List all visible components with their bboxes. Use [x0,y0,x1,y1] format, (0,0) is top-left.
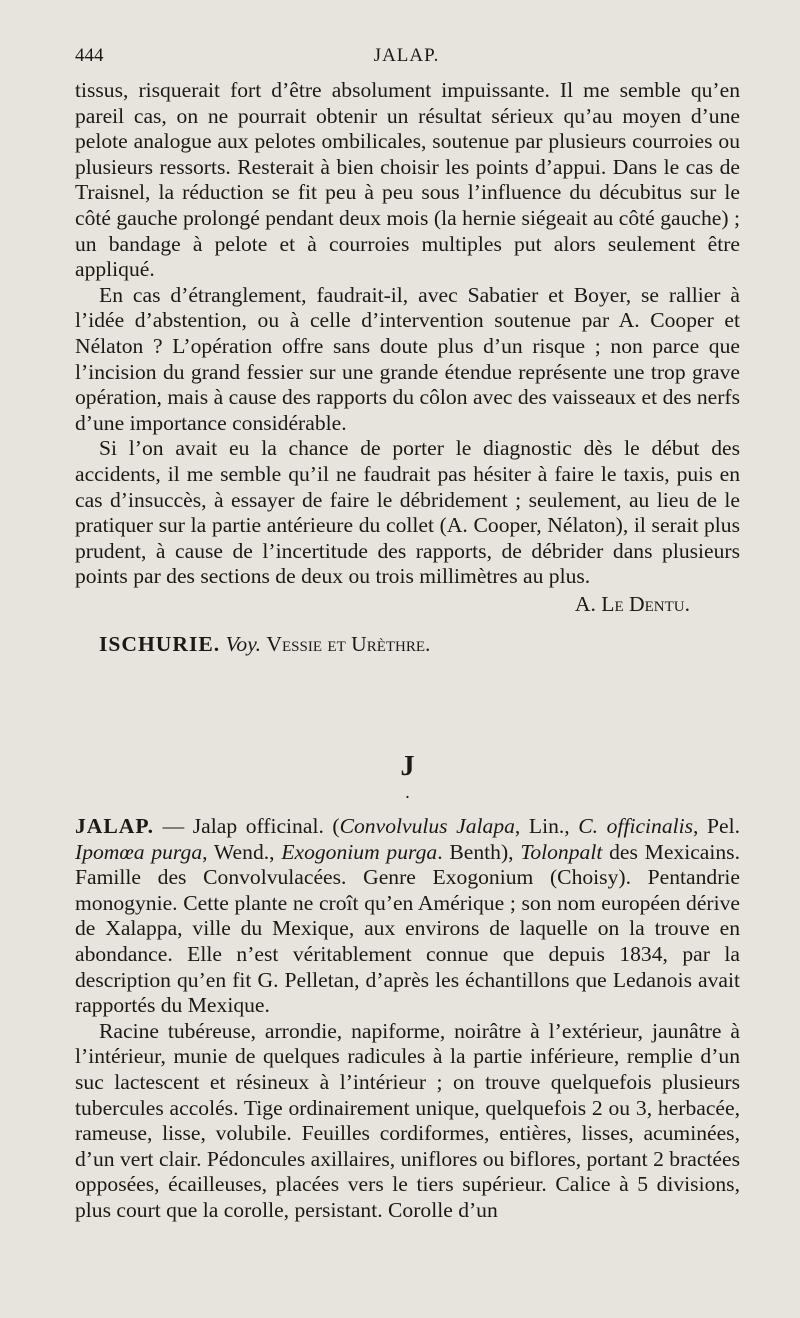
headword-ischurie: ISCHURIE. [99,632,221,657]
taxon-name: Convolvulus Jalapa [339,814,515,839]
section-letter: J [400,751,415,783]
running-title: JALAP. [373,45,440,66]
page-body [75,78,740,1224]
paragraph-etranglement: En cas d’étranglement, faudrait-il, avec Sabatier et Boyer, se rallier à l’idée d’abstention, ou à celle d’intervention soutenue par A. Cooper et Nélaton ? L’opération offre sans doute plus d’un risque ; non parce que l’incision du grand fessier sur une grande étendue représente une trop grave opération, mais à cause des rapports du côlon avec des vaisseaux et des nerfs d’une importance considérable. [75,282,740,435]
page-number: 444 [75,45,104,66]
jalap-text: , Pel. [693,814,740,839]
paragraph-diagnostic: Si l’on avait eu la chance de porter le diagnostic dès le début des accidents, il me semble qu’il ne faudrait pas hésiter à faire le taxis, puis en cas d’insuccès, à essayer de faire le débridement ; seulement, au lieu de le pratiquer sur la partie antérieure du collet (A. Cooper, Nélaton), il serait plus prudent, à cause de l’incertitude des rapports, de débrider dans plusieurs points par des sections de deux ou trois millimètres au plus. [75,436,740,589]
jalap-text: , Lin., [514,814,579,839]
paragraph-racine: Racine tubéreuse, arrondie, napiforme, noirâtre à l’extérieur, jaunâtre à l’intérieur, munie de quelques radicules à la partie inférieure, remplie d’un suc lactescent et résineux à l’intérieur ; on trouve quelquefois plusieurs tubercules accolés. Tige ordinairement unique, quelquefois 2 ou 3, herbacée, rameuse, lisse, volubile. Feuilles cordiformes, entières, lisses, acuminées, d’un vert clair. Pédoncules axillaires, uniflores ou biflores, portant 2 bractées opposées, écailleuses, placées vers le tiers supérieur. Calice à 5 divisions, plus court que la corolle, persistant. Corolle d’un [75,1018,740,1222]
headword-jalap: JALAP. [75,814,154,839]
page-header [75,45,738,75]
entry-jalap [75,814,740,1019]
paragraph-continuation: tissus, risquerait fort d’être absolument impuissante. Il me semble qu’en pareil cas, on ne pourrait obtenir un résultat sérieux qu’au moyen d’une pelote analogue aux pelotes ombilicales, soutenue par plusieurs courroies ou plusieurs ressorts. Resterait à bien choisir les points d’appui. Dans le cas de Traisnel, la réduction se fit peu à peu sous l’influence du décubitus sur le côté gauche prolongé pendant deux mois (la hernie siégeait au côté gauche) ; un bandage à pelote et à courroies multiples put alors seulement être appliqué. [75,78,740,282]
taxon-name: C. officinalis [578,814,694,839]
entry-ischurie [75,632,740,658]
section-dot: . [405,782,410,803]
jalap-text: — Jalap officinal. ( [154,814,340,839]
taxon-name: Ipomœa purga [75,839,203,864]
jalap-text: des Mexicains. Famille des Convolvulacées. Genre Exogonium (Choisy). Pentandrie monogynie. Cette plante ne croît qu’en Amérique ; son nom européen dérive de Xalappa, ville du Mexique, aux environs de laquelle on la trouve en abondance. Elle n’est véritablement connue que depuis 1834, par la description qu’en fit G. Pelletan, d’après les échantillons que Ledanois avait rapportés du Mexique. [75,839,740,1018]
taxon-name: Tolonpalt [520,839,603,864]
author-signature: A. Le Dentu. [574,591,690,616]
jalap-text: , Wend., [202,839,282,864]
cross-reference: Vessie et Urèthre. [266,632,431,657]
jalap-text: . Benth), [437,839,521,864]
taxon-name: Exogonium purga [281,839,438,864]
voy-label: Voy. [225,632,261,657]
